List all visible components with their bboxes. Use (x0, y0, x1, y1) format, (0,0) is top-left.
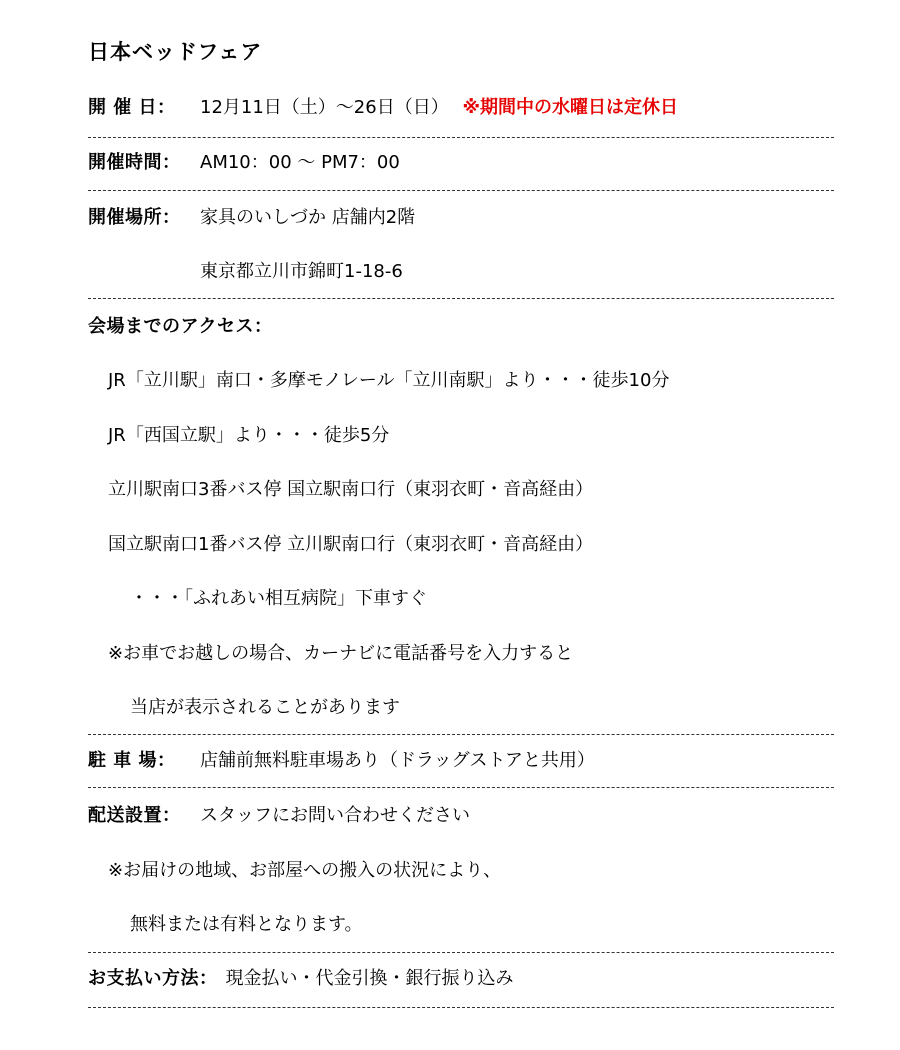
page-title: 日本ベッドフェア (88, 40, 263, 64)
separator (88, 1007, 834, 1008)
separator (88, 190, 834, 191)
hours-value: AM10：00 ～ PM7：00 (200, 152, 400, 173)
access-line: JR「西国立駅」より・・・徒歩5分 (108, 425, 390, 446)
dates-value: 12月11日（土）～26日（日） (200, 97, 449, 118)
parking-row (88, 748, 595, 774)
access-line: 国立駅南口1番バス停 立川駅南口行（東羽衣町・音高経由） (108, 534, 594, 555)
access-line: 立川駅南口3番バス停 国立駅南口行（東羽衣町・音高経由） (108, 479, 594, 500)
access-line: ・・・「ふれあい相互病院」下車すぐ (130, 588, 427, 609)
access-line: JR「立川駅」南口・多摩モノレール「立川南駅」より・・・徒歩10分 (108, 370, 670, 391)
dates-row (88, 95, 678, 121)
venue-label: 開催場所： (88, 207, 181, 228)
venue-address: 東京都立川市錦町1-18-6 (200, 261, 403, 282)
access-line: 当店が表示されることがあります (130, 697, 400, 718)
delivery-note: 無料または有料となります。 (130, 914, 363, 935)
separator (88, 137, 834, 138)
access-line: ※お車でお越しの場合、カーナビに電話番号を入力すると (108, 643, 574, 664)
hours-row (88, 150, 400, 176)
delivery-label: 配送設置： (88, 805, 181, 826)
parking-value: 店舗前無料駐車場あり（ドラッグストアと共用） (200, 750, 595, 771)
delivery-value: スタッフにお問い合わせください (200, 805, 470, 826)
delivery-note: ※お届けの地域、お部屋への搬入の状況により、 (108, 860, 502, 881)
closed-day-note: ※期間中の水曜日は定休日 (462, 97, 678, 118)
payment-label: お支払い方法： (88, 968, 218, 989)
separator (88, 952, 834, 953)
separator (88, 787, 834, 788)
access-row (88, 314, 272, 340)
dates-label: 開 催 日： (88, 97, 176, 118)
venue-row (88, 205, 415, 231)
access-label: 会場までのアクセス： (88, 316, 273, 337)
parking-label: 駐 車 場： (88, 750, 176, 771)
payment-row (88, 966, 514, 992)
hours-label: 開催時間： (88, 152, 181, 173)
separator (88, 298, 834, 299)
venue-value: 家具のいしづか 店舗内2階 (200, 207, 416, 228)
separator (88, 734, 834, 735)
payment-value: 現金払い・代金引換・銀行振り込み (225, 968, 514, 989)
delivery-row (88, 803, 470, 829)
